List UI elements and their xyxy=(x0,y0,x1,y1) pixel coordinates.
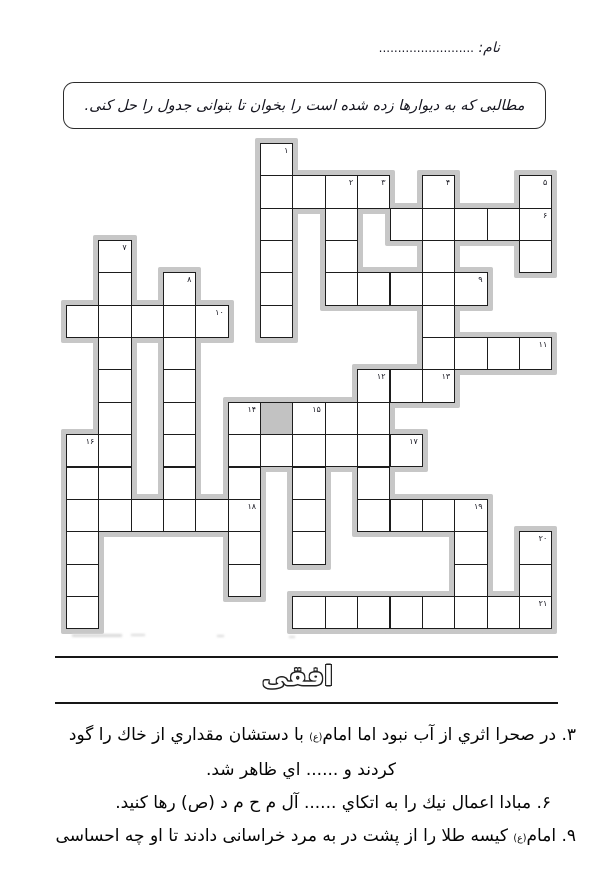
cell-number: ۱۳ xyxy=(441,372,451,382)
cell-number: ۱۵ xyxy=(312,404,321,414)
grid-cell xyxy=(519,175,552,208)
grid-cell xyxy=(357,272,390,305)
grid-cell xyxy=(357,434,390,467)
grid-cell xyxy=(260,434,293,467)
clue-line: ۳. در صحرا اثري از آب نبود اما امام(ع) با دستشان مقداري از خاك را گود xyxy=(68,725,576,745)
name-label: نام: xyxy=(478,40,500,56)
grid-cell xyxy=(228,434,261,467)
grid-cell xyxy=(98,337,131,370)
grid-cell xyxy=(98,305,131,338)
grid-cell xyxy=(487,337,520,370)
cell-number: ۲ xyxy=(348,178,354,188)
cell-number: ۳ xyxy=(381,178,386,188)
grid-cell xyxy=(66,499,99,532)
grid-cell xyxy=(325,434,358,467)
grid-cell xyxy=(98,499,131,532)
grid-cell xyxy=(519,337,552,370)
divider-line-bottom xyxy=(55,702,558,704)
grid-cell xyxy=(519,564,552,597)
grid-cell xyxy=(422,499,455,532)
grid-cell xyxy=(163,369,196,402)
grid-cell xyxy=(131,305,164,338)
grid-cell xyxy=(163,499,196,532)
cell-number: ۸ xyxy=(187,275,192,285)
grid-cell xyxy=(454,337,487,370)
cell-number: ۱۹ xyxy=(473,501,483,511)
scan-artifact xyxy=(72,634,122,637)
grid-cell xyxy=(390,499,423,532)
grid-cell xyxy=(325,272,358,305)
grid-cell xyxy=(325,596,358,629)
across-heading: افقی xyxy=(262,662,333,692)
grid-cell xyxy=(357,402,390,435)
grid-cell xyxy=(292,467,325,500)
cell-number: ۱۱ xyxy=(538,340,548,350)
instruction-text: مطالبی که به دیوارها زده شده است را بخوان تا بتوانی جدول را حل کنی. xyxy=(84,97,525,114)
cell-number: ۲۰ xyxy=(538,534,548,544)
grid-cell xyxy=(390,272,423,305)
scan-artifact xyxy=(131,634,145,636)
cell-number: ۱۰ xyxy=(215,307,224,317)
scan-artifact xyxy=(289,636,295,638)
grid-cell xyxy=(195,305,228,338)
grid-cell xyxy=(325,402,358,435)
grid-cell xyxy=(195,499,228,532)
grid-cell xyxy=(228,499,261,532)
grid-cell xyxy=(163,272,196,305)
grid-cell xyxy=(228,467,261,500)
grid-cell xyxy=(357,596,390,629)
grid-cell xyxy=(454,596,487,629)
grid-cell xyxy=(98,240,131,273)
cell-number: ۶ xyxy=(542,210,548,220)
cell-number: ۴ xyxy=(445,178,451,188)
clues-block xyxy=(36,719,576,855)
grid-cell xyxy=(66,434,99,467)
grid-cell xyxy=(163,434,196,467)
grid-cell xyxy=(98,434,131,467)
grid-cell xyxy=(292,596,325,629)
cell-number: ۷ xyxy=(122,243,127,253)
grid-cell xyxy=(325,175,358,208)
scan-artifact xyxy=(217,635,224,637)
grid-cell xyxy=(519,531,552,564)
grid-cell xyxy=(390,369,423,402)
grid-cell xyxy=(422,208,455,241)
grid-cell xyxy=(519,596,552,629)
grid-cell xyxy=(422,272,455,305)
grid-cell xyxy=(163,467,196,500)
grid-cell xyxy=(292,175,325,208)
grid-cell xyxy=(422,240,455,273)
clue-line: كردند و ...... اي ظاهر شد. xyxy=(205,760,396,780)
grid-cell xyxy=(422,596,455,629)
cell-number: ۱۷ xyxy=(409,437,418,447)
grid-cell xyxy=(390,434,423,467)
grid-cell xyxy=(66,564,99,597)
grid-cell xyxy=(228,531,261,564)
cell-number: ۱۸ xyxy=(247,501,257,511)
clue-line: ۹. امام(ع) كيسه طلا را از پشت در به مرد خراسانی دادند تا او چه احساسی xyxy=(55,826,576,846)
honorific-mark: (ع) xyxy=(309,732,323,743)
grid-cell xyxy=(487,208,520,241)
grid-cell-shaded xyxy=(260,402,293,435)
clue-line: ۶. مبادا اعمال نيك را به اتكاي ...... آل م ح م د (ص) رها كنيد. xyxy=(115,793,551,813)
cell-number: ۵ xyxy=(542,178,548,188)
grid-cell xyxy=(422,337,455,370)
grid-cell xyxy=(98,272,131,305)
grid-cell xyxy=(519,208,552,241)
grid-cell xyxy=(163,305,196,338)
grid-cell xyxy=(325,240,358,273)
grid-cell xyxy=(260,175,293,208)
grid-cell xyxy=(422,369,455,402)
cell-number: ۱۶ xyxy=(85,437,95,447)
grid-cell xyxy=(98,402,131,435)
grid-cell xyxy=(260,305,293,338)
grid-cell xyxy=(260,143,293,176)
grid-cell xyxy=(325,208,358,241)
cell-number: ۱ xyxy=(284,146,289,155)
grid-cell xyxy=(163,402,196,435)
grid-cell xyxy=(454,272,487,305)
grid-cell xyxy=(454,564,487,597)
grid-cell xyxy=(292,434,325,467)
grid-cell xyxy=(98,467,131,500)
grid-cell xyxy=(228,402,261,435)
grid-cell xyxy=(357,499,390,532)
grid-cell xyxy=(260,240,293,273)
grid-cell xyxy=(292,499,325,532)
honorific-mark: (ع) xyxy=(513,833,527,844)
grid-cell xyxy=(66,596,99,629)
grid-cell xyxy=(66,305,99,338)
grid-cell xyxy=(292,402,325,435)
cell-number: ۱۴ xyxy=(247,404,257,414)
grid-cell xyxy=(357,175,390,208)
grid-cell xyxy=(422,305,455,338)
grid-cell xyxy=(390,596,423,629)
grid-cell xyxy=(422,175,455,208)
grid-cell xyxy=(292,531,325,564)
grid-cell xyxy=(131,499,164,532)
grid-cell xyxy=(454,208,487,241)
grid-cell xyxy=(487,596,520,629)
name-dotted-line: ......................... xyxy=(378,41,474,55)
grid-cell xyxy=(357,369,390,402)
grid-cell xyxy=(454,499,487,532)
cell-number: ۱۲ xyxy=(376,372,386,382)
grid-cell xyxy=(163,337,196,370)
grid-cell xyxy=(228,564,261,597)
grid-cell xyxy=(390,208,423,241)
grid-cell xyxy=(357,467,390,500)
cell-number: ۲۱ xyxy=(538,598,548,608)
grid-cell xyxy=(519,240,552,273)
grid-cell xyxy=(260,272,293,305)
grid-cell xyxy=(260,208,293,241)
grid-cell xyxy=(98,369,131,402)
grid-cell xyxy=(66,467,99,500)
grid-cell xyxy=(454,531,487,564)
cell-number: ۹ xyxy=(478,275,483,285)
grid-cell xyxy=(66,531,99,564)
